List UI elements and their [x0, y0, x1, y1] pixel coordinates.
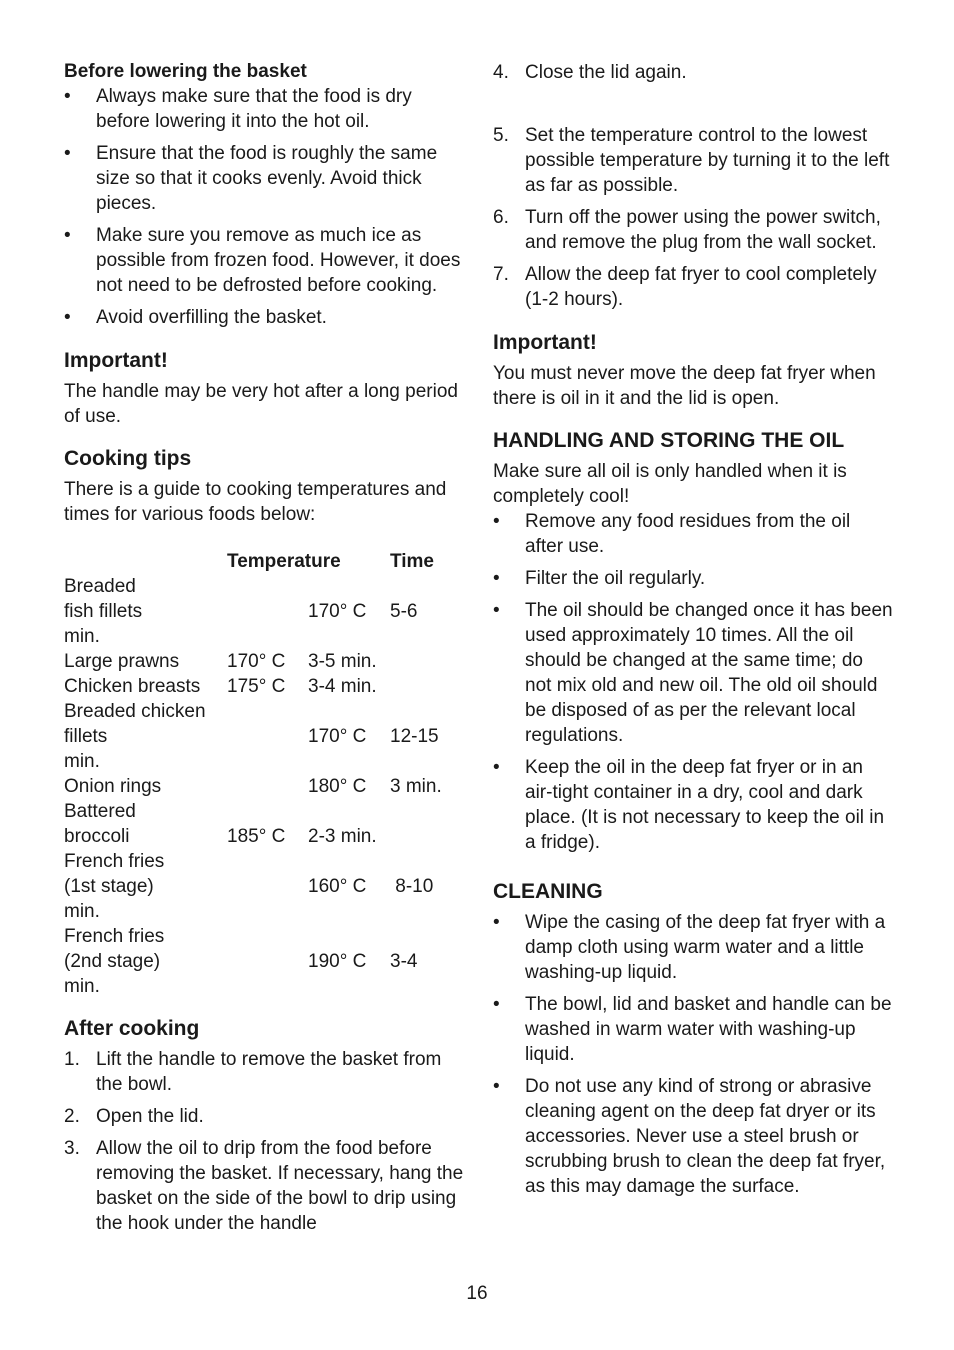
- table-row: broccoli 185° C 2-3 min.: [64, 826, 377, 847]
- cooking-tips-heading: Cooking tips: [64, 447, 192, 470]
- list-item: 2. Open the lid.: [64, 1106, 204, 1127]
- list-item: • Wipe the casing of the deep fat fryer with a damp cloth using warm water and a little washing-up liquid.: [493, 912, 886, 983]
- table-row: French fries: [64, 926, 165, 947]
- cleaning-heading: CLEANING: [493, 880, 603, 903]
- table-row: Large prawns 170° C 3-5 min.: [64, 651, 377, 672]
- time-header: Time: [390, 551, 435, 572]
- important-text: The handle may be very hot after a long period of use.: [64, 381, 458, 427]
- list-item: • Filter the oil regularly.: [493, 568, 706, 589]
- bullet: •: [493, 1076, 500, 1097]
- bullet: •: [493, 568, 500, 589]
- table-header-row: [64, 549, 466, 574]
- bullet: •: [64, 86, 71, 107]
- list-item: 1. Lift the handle to remove the basket from the bowl.: [64, 1049, 442, 1095]
- table-row: Breaded: [64, 576, 136, 597]
- bullet: •: [493, 757, 500, 778]
- list-item: • Do not use any kind of strong or abrasive cleaning agent on the deep fat dryer or its accessories. Never use a steel brush or scrubbing brush to clean the deep fat fryer, as this may damage the surface.: [493, 1076, 886, 1197]
- table-row: min.: [64, 626, 100, 647]
- after-cooking-steps-continued: [493, 60, 893, 312]
- list-item: 6. Turn off the power using the power switch, and remove the plug from the wall socket.: [493, 207, 881, 253]
- important-heading: Important!: [64, 349, 168, 372]
- table-row: min.: [64, 901, 100, 922]
- bullet: •: [64, 307, 71, 328]
- table-row: Onion rings 180° C 3 min.: [64, 776, 442, 797]
- cooking-table: [64, 549, 466, 999]
- oil-heading: HANDLING AND STORING THE OIL: [493, 429, 845, 452]
- list-item: • The oil should be changed once it has been used approximately 10 times. All the oil should be changed at the same time; do not mix old and new oil. The old oil should be disposed of as per the relevant local regulations.: [493, 600, 893, 746]
- bullet: •: [493, 912, 500, 933]
- list-item: 7. Allow the deep fat fryer to cool completely (1-2 hours).: [493, 264, 877, 310]
- bullet: •: [64, 225, 71, 246]
- oil-intro: Make sure all oil is only handled when it is completely cool!: [493, 461, 847, 507]
- before-lowering-heading: Before lowering the basket: [64, 61, 307, 82]
- bullet: •: [493, 600, 500, 621]
- before-lowering-list: [64, 84, 466, 330]
- important-heading-right: Important!: [493, 331, 597, 354]
- cleaning-list: [493, 910, 893, 1199]
- list-item: • Always make sure that the food is dry before lowering it into the hot oil.: [64, 86, 412, 132]
- table-row: Breaded chicken: [64, 701, 206, 722]
- list-item: • Remove any food residues from the oil after use.: [493, 511, 851, 557]
- bullet: •: [493, 994, 500, 1015]
- oil-list: [493, 509, 893, 855]
- table-row: Battered: [64, 801, 136, 822]
- list-item: 4. Close the lid again.: [493, 62, 687, 83]
- after-cooking-heading: After cooking: [64, 1017, 200, 1040]
- table-row: min.: [64, 751, 100, 772]
- right-column: [493, 60, 893, 1206]
- table-row: fillets 170° C 12-15: [64, 726, 439, 747]
- temperature-header: Temperature: [227, 551, 341, 572]
- table-row: fish fillets 170° C 5-6: [64, 601, 418, 622]
- cooking-tips-text: There is a guide to cooking temperatures and times for various foods below:: [64, 479, 447, 525]
- list-item: • The bowl, lid and basket and handle can be washed in warm water with washing-up liquid.: [493, 994, 892, 1065]
- bullet: •: [493, 511, 500, 532]
- list-item: 5. Set the temperature control to the lowest possible temperature by turning it to the left as far as possible.: [493, 125, 890, 196]
- after-cooking-steps: [64, 1047, 466, 1236]
- list-item: • Keep the oil in the deep fat fryer or in an air-tight container in a dry, cool and dark place. (It is not necessary to keep the oil in a fridge).: [493, 757, 885, 853]
- table-row: (2nd stage) 190° C 3-4: [64, 951, 418, 972]
- list-item: • Ensure that the food is roughly the same size so that it cooks evenly. Avoid thick pieces.: [64, 143, 438, 214]
- table-row: Chicken breasts 175° C 3-4 min.: [64, 676, 377, 697]
- left-column: [64, 56, 466, 1243]
- list-item: • Make sure you remove as much ice as possible from frozen food. However, it does not need to be defrosted before cooking.: [64, 225, 461, 296]
- page-number: 16: [466, 1283, 488, 1304]
- table-row: min.: [64, 976, 100, 997]
- table-row: (1st stage) 160° C 8-10: [64, 876, 434, 897]
- table-row: French fries: [64, 851, 165, 872]
- bullet: •: [64, 143, 71, 164]
- list-item: • Avoid overfilling the basket.: [64, 307, 327, 328]
- list-item: 3. Allow the oil to drip from the food before removing the basket. If necessary, hang the basket on the side of the bowl to drip using the hook under the handle: [64, 1138, 464, 1234]
- important-text-right: You must never move the deep fat fryer when there is oil in it and the lid is open.: [493, 363, 876, 409]
